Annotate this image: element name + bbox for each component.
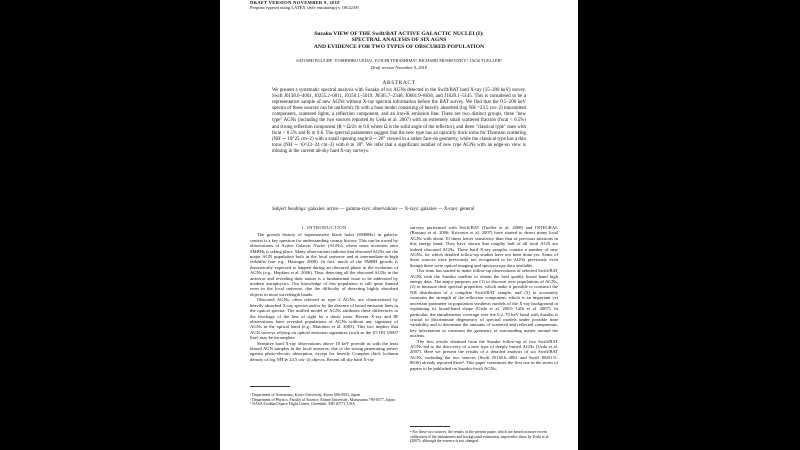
title-line-2: SPECTRAL ANALYSIS OF SIX AGNS bbox=[351, 37, 447, 44]
subject-headings-text: galaxies: active — gamma-rays: observations — X-rays: galaxies — X-rays: general bbox=[308, 207, 475, 212]
footnote: ⁴ For these two sources, the results of the present paper, which are based on more recent calibration of the instruments and background estimation, supersedes those by Ueda et al. (2007), although the essence is not changed. bbox=[410, 430, 550, 443]
subject-headings-label: Subject headings: bbox=[272, 207, 307, 212]
preprint-header bbox=[250, 0, 359, 10]
footnote: ² Department of Physics, Faculty of Science, Ehime University, Matsuyama 790-8577, Japan bbox=[250, 397, 395, 402]
paragraph: Obscured AGNs, often referred as type 2 AGNs, are characterized by heavily absorbed X-ray spectra and/or by the absence of broad emission lines in the optical spectra. The unified model of AGNs attributes these differences to the blockage of the line of sight by a dusty torus. Recent X-ray and IR observations have revealed populations of AGNs without any signature of AGNs in the optical band (e.g., Maiolino et al. 2003). This fact implies that AGN surveys relying on optical emission signatures (such as the [O III] λ5007 line) may be incomplete. bbox=[250, 297, 398, 341]
title-line-3: AND EVIDENCE FOR TWO TYPES OF OBSCURED POPULATION bbox=[313, 43, 485, 50]
paper-page bbox=[220, 0, 578, 450]
right-column bbox=[410, 225, 558, 371]
subject-headings bbox=[272, 207, 526, 213]
footnote-rule bbox=[250, 386, 290, 387]
paragraph: The growth history of supermassive black holes (SMBHs) in galactic centers is a key question for understanding cosmic history. This can be traced by observations of Active Galactic Nuclei (AGNs), where mass accretion onto SMBHs is taking place. Many observations indicate that obscured AGNs are the major AGN population both in the local universe and at intermediate-to-high redshifts (see e.g., Hasinger 2008). In fact, much of the SMBH growth is theoretically expected to happen during an obscured phase in the evolution of AGNs (e.g., Hopkins et al. 2006). Thus, detecting all the obscured AGNs in the universe and revealing their nature is a fundamental issue to be addressed by modern astrophysics. Our knowledge of this population is still quite limited even in the local universe, due the difficulty of detecting highly absorbed objects in most wavelength bands. bbox=[250, 232, 398, 297]
draft-date: Draft version November 9, 2018 bbox=[371, 65, 427, 70]
left-column bbox=[250, 225, 398, 362]
abstract-text: We present a systematic spectral analysis with Suzaku of six AGNs detected in the Swift/BAT hard X-ray (15–200 keV) survey, Swift J0138.6–4001, J0255.2–0011, J0350.1–5019, J0505.7–2348, J0601.9–8636, and J1628.1–5145. This is considered to be a representative sample of new AGNs without X-ray spectral information before the BAT survey. We find that the 0.5–200 keV spectra of these sources can be uniformly fit with a base model consisting of heavily absorbed (log NH >23.5 cm−2) transmitted components, scattered lights, a reflection component, and an iron-K emission line. There are two distinct groups, three "new type" AGNs (including the two sources reported by Ueda et al. 2007) with an extremely small scattered fraction (fscat < 0.5%) and strong reflection component (R = Ω/2π ≳ 0.8 where Ω is the solid angle of the reflector), and three "classical type" ones with fscat > 0.5% and R ≲ 0.8. The spectral parameters suggest that the new type has an optically thick torus for Thomson scattering (NH ∼ 10^25 cm−2) with a small opening angle θ ∼ 20° viewed in a rather face-on geometry, while the classical type has a thin torus (NH ∼ 10^23−24 cm−2) with θ ≳ 30°. We infer that a significant number of new type AGNs with an edge-on view is missing in the current all-sky hard X-ray surveys. bbox=[272, 88, 526, 154]
footnote: ¹ Department of Astronomy, Kyoto University, Kyoto 606-8502, Japan bbox=[250, 393, 360, 397]
draft-version-header: DRAFT VERSION NOVEMBER 9, 2018 bbox=[250, 0, 340, 5]
footnote: ³ NASA/Goddard Space Flight Center, Greenbelt, MD 20771, USA bbox=[250, 402, 356, 406]
footnote-rule bbox=[410, 426, 450, 427]
section-heading: 1. INTRODUCTION bbox=[301, 225, 347, 230]
abstract-heading: ABSTRACT bbox=[382, 80, 416, 86]
paper-title bbox=[220, 31, 578, 50]
affiliation-footnotes bbox=[250, 393, 398, 407]
paragraph: Sensitive hard X-ray observations above 10 keV provide us with the least biased AGN samples in the local universe, due to the strong penetrating power against photo-electric absorption, except for heavily Compton thick (column density of log NH ≳ 24.5 cm−2) objects. Recent all sky hard X-ray bbox=[250, 340, 398, 362]
paragraph: surveys performed with Swift/BAT (Tueller et al. 2008) and INTEGRAL (Bassani et al. 2006; Krivonos et al. 2007) have started to detect many local AGNs with about 10 times better sensitivity than that of previous missions in this energy band. They have shown that roughly half of all local AGN are indeed obscured AGNs. These hard X-ray samples contain a number of new AGNs, for which detailed follow-up studies have not been done yet. Some of these sources were previously not recognized to be AGNs previously even though there were optical imaging and spectroscopy data available. bbox=[410, 225, 558, 268]
author-list: SATOSHI EGUCHI¹, YOSHIHIRO UEDA¹, YUICHI TERASHIMA², RICHARD MUSHOTZKY³, JACK TUELLER³ bbox=[296, 58, 502, 63]
preprint-note: Preprint typeset using LATEX style emulateapj v. 08/22/09 bbox=[250, 5, 359, 10]
title-line-1: Suzaku VIEW OF THE Swift/BAT ACTIVE GALACTIC NUCLEI (I): bbox=[314, 31, 484, 37]
paragraph: The first results obtained from the Suzaku follow-up of two Swift/BAT AGNs led to the discovery of a new type of deeply buried AGNs (Ueda et al. 2007). Here we present the results of a detailed analysis of six Swift/BAT AGNs, including the two sources (Swift J0138.6–4001 and Swift J0601.9–8636) already reported there⁴. This paper constitutes the first one in the series of papers to be published on Suzaku-Swift AGNs, bbox=[410, 338, 558, 371]
paragraph: Our team has started to make follow-up observations of selected Swift/BAT AGNs with the Suzaku satellite to obtain the best quality broad band high energy data. The major purposes are (1) to discover new populations of AGNs, (2) to measure their spectral properties, which make it possible to construct the NH distribution of a complete Swift/BAT sample, and (3) to accurately constrain the strength of the reflection component, which is an important yet uncertain parameter in population synthesis models of the X-ray background in explaining its broad-band shape (Ueda et al. 2003; Gilli et al. 2007). In particular, the simultaneous coverage over the 0.2–70 keV band with Suzaku is crucial to discriminate degeneracy of spectral models under possible time variability and to determine the amounts of scattered and reflected components, key information to constrain the geometry of surrounding matter around the nucleus. bbox=[410, 268, 558, 339]
